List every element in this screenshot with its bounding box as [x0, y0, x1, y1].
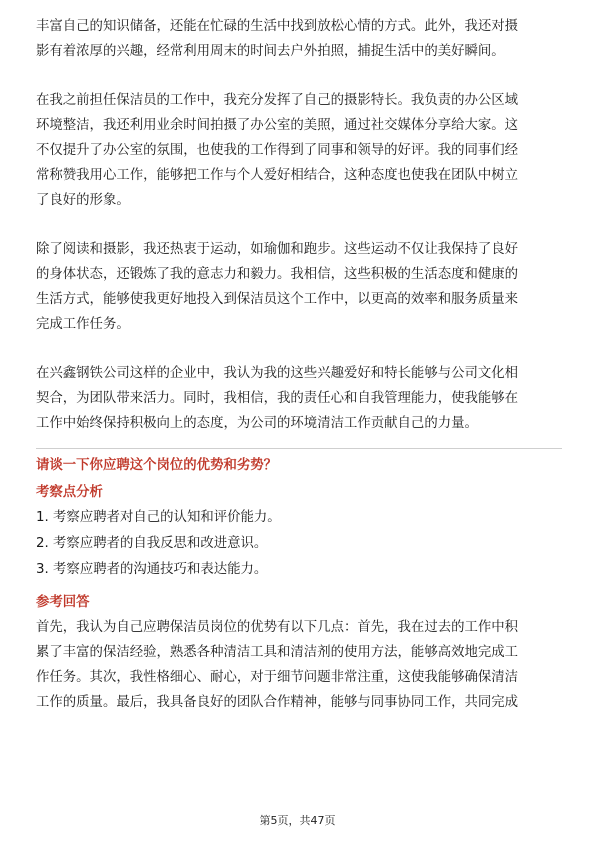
paragraph-line: 丰富自己的知识储备，还能在忙碌的生活中找到放松心情的方式。此外，我还对摄 — [36, 19, 519, 34]
paragraph-line: 完成工作任务。 — [36, 317, 130, 332]
answer-line: 首先，我认为自己应聘保洁员岗位的优势有以下几点：首先，我在过去的工作中积 — [36, 620, 519, 635]
analysis-point: 1. 考察应聘者对自己的认知和评价能力。 — [36, 510, 281, 525]
paragraph-line: 了良好的形象。 — [36, 193, 130, 208]
answer-line: 作任务。其次，我性格细心、耐心，对于细节问题非常注重，这使我能够确保清洁 — [36, 670, 519, 685]
paragraph-line: 影有着浓厚的兴趣，经常利用周末的时间去户外拍照，捕捉生活中的美好瞬间。 — [36, 44, 505, 59]
paragraph-line: 常称赞我用心工作，能够把工作与个人爱好相结合，这种态度也使我在团队中树立 — [36, 168, 519, 183]
section-divider — [36, 448, 562, 449]
document-page — [36, 14, 562, 715]
paragraph-3 — [36, 237, 562, 337]
paragraph-1 — [36, 14, 562, 64]
paragraph-2 — [36, 88, 562, 213]
paragraph-line: 在我之前担任保洁员的工作中，我充分发挥了自己的摄影特长。我负责的办公区域 — [36, 93, 519, 108]
paragraph-line: 在兴鑫钢铁公司这样的企业中，我认为我的这些兴趣爱好和特长能够与公司文化相 — [36, 366, 519, 381]
analysis-point: 2. 考察应聘者的自我反思和改进意识。 — [36, 536, 268, 551]
paragraph-line: 生活方式，能够使我更好地投入到保洁员这个工作中，以更高的效率和服务质量来 — [36, 292, 519, 307]
answer-title: 参考回答 — [36, 595, 90, 610]
paragraph-line: 工作中始终保持积极向上的态度，为公司的环境清洁工作贡献自己的力量。 — [36, 416, 478, 431]
paragraph-line: 除了阅读和摄影，我还热衷于运动，如瑜伽和跑步。这些运动不仅让我保持了良好 — [36, 242, 519, 257]
paragraph-line: 不仅提升了办公室的氛围，也使我的工作得到了同事和领导的好评。我的同事们经 — [36, 143, 519, 158]
answer-line: 工作的质量。最后，我具备良好的团队合作精神，能够与同事协同工作，共同完成 — [36, 695, 519, 710]
paragraph-line: 环境整洁，我还利用业余时间拍摄了办公室的美照，通过社交媒体分享给大家。这 — [36, 118, 519, 133]
analysis-point: 3. 考察应聘者的沟通技巧和表达能力。 — [36, 562, 268, 577]
page-number: 第5页，共47页 — [259, 814, 336, 827]
analysis-title: 考察点分析 — [36, 485, 103, 500]
interview-question: 请谈一下你应聘这个岗位的优势和劣势？ — [36, 458, 278, 473]
paragraph-line: 契合，为团队带来活力。同时，我相信，我的责任心和自我管理能力，使我能够在 — [36, 391, 519, 406]
answer-line: 累了丰富的保洁经验，熟悉各种清洁工具和清洁剂的使用方法，能够高效地完成工 — [36, 645, 519, 660]
answer-text — [36, 615, 562, 715]
paragraph-4 — [36, 361, 562, 436]
paragraph-line: 的身体状态，还锻炼了我的意志力和毅力。我相信，这些积极的生活态度和健康的 — [36, 267, 519, 282]
